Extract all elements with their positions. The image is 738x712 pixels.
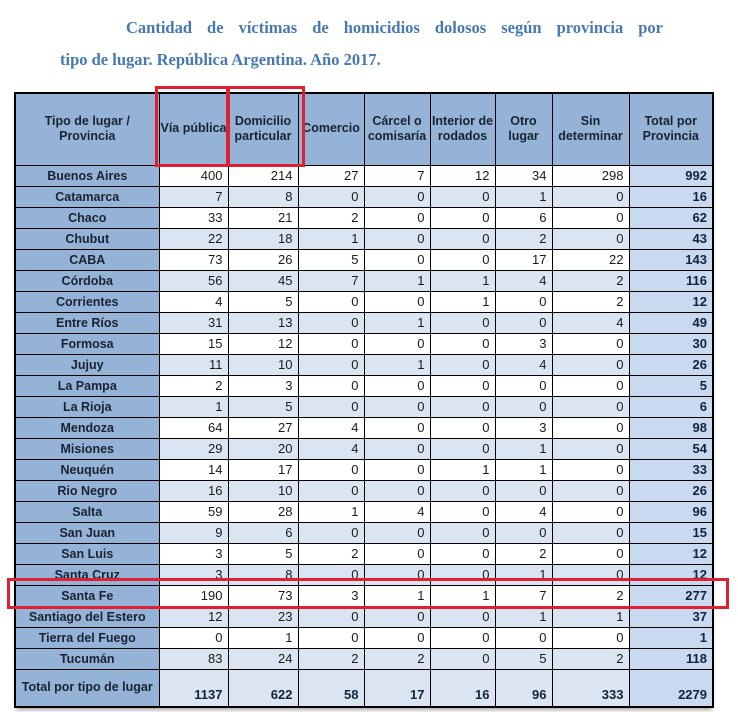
table-header: [15, 93, 713, 165]
value-cell: 2: [495, 228, 552, 249]
province-cell: La Rioja: [15, 396, 159, 417]
table-row: [15, 606, 713, 627]
value-cell: 0: [298, 564, 364, 585]
value-cell: 22: [159, 228, 228, 249]
value-cell: 0: [430, 480, 495, 501]
row-total-cell: 30: [629, 333, 713, 354]
value-cell: 0: [552, 396, 629, 417]
value-cell: 20: [228, 438, 298, 459]
value-cell: 0: [364, 186, 430, 207]
value-cell: 400: [159, 165, 228, 186]
value-cell: 1: [430, 585, 495, 606]
table-row: [15, 207, 713, 228]
value-cell: 0: [430, 186, 495, 207]
row-total-cell: 49: [629, 312, 713, 333]
value-cell: 6: [495, 207, 552, 228]
table-row: [15, 417, 713, 438]
value-cell: 0: [552, 375, 629, 396]
report-title: [60, 12, 664, 76]
grand-total-cell: 2279: [629, 669, 713, 707]
value-cell: 2: [298, 648, 364, 669]
value-cell: 1: [364, 585, 430, 606]
value-cell: 17: [228, 459, 298, 480]
value-cell: 0: [495, 396, 552, 417]
total-value-cell: 17: [364, 669, 430, 707]
province-cell: Chaco: [15, 207, 159, 228]
value-cell: 1: [298, 501, 364, 522]
value-cell: 0: [552, 207, 629, 228]
value-cell: 0: [364, 627, 430, 648]
table-row: [15, 501, 713, 522]
province-cell: Mendoza: [15, 417, 159, 438]
value-cell: 0: [430, 501, 495, 522]
title-line-1: Cantidad de víctimas de homicidios dolosos según provincia por: [126, 18, 663, 37]
value-cell: 1: [364, 312, 430, 333]
total-value-cell: 58: [298, 669, 364, 707]
value-cell: 21: [228, 207, 298, 228]
value-cell: 0: [430, 438, 495, 459]
value-cell: 3: [228, 375, 298, 396]
row-total-cell: 37: [629, 606, 713, 627]
value-cell: 0: [430, 396, 495, 417]
province-cell: Tucumán: [15, 648, 159, 669]
row-total-cell: 16: [629, 186, 713, 207]
table-row: [15, 543, 713, 564]
title-line-2: tipo de lugar. República Argentina. Año 2017.: [60, 50, 381, 69]
row-total-cell: 54: [629, 438, 713, 459]
value-cell: 0: [364, 417, 430, 438]
province-cell: Rio Negro: [15, 480, 159, 501]
province-cell: CABA: [15, 249, 159, 270]
value-cell: 0: [495, 291, 552, 312]
total-value-cell: 333: [552, 669, 629, 707]
row-total-cell: 12: [629, 291, 713, 312]
total-row-label: Total por tipo de lugar: [15, 669, 159, 707]
value-cell: 0: [552, 228, 629, 249]
value-cell: 18: [228, 228, 298, 249]
value-cell: 0: [430, 564, 495, 585]
value-cell: 0: [430, 543, 495, 564]
value-cell: 0: [430, 375, 495, 396]
value-cell: 5: [495, 648, 552, 669]
value-cell: 7: [364, 165, 430, 186]
value-cell: 3: [495, 333, 552, 354]
column-header-8: Total por Provincia: [629, 93, 713, 165]
value-cell: 0: [495, 522, 552, 543]
value-cell: 0: [298, 333, 364, 354]
total-value-cell: 16: [430, 669, 495, 707]
row-total-cell: 5: [629, 375, 713, 396]
province-cell: Salta: [15, 501, 159, 522]
value-cell: 8: [228, 564, 298, 585]
value-cell: 1: [495, 564, 552, 585]
value-cell: 4: [552, 312, 629, 333]
value-cell: 0: [364, 249, 430, 270]
province-cell: San Luis: [15, 543, 159, 564]
value-cell: 3: [159, 543, 228, 564]
value-cell: 1: [430, 459, 495, 480]
row-total-cell: 118: [629, 648, 713, 669]
value-cell: 3: [495, 417, 552, 438]
value-cell: 0: [298, 291, 364, 312]
table-row: [15, 333, 713, 354]
value-cell: 73: [228, 585, 298, 606]
value-cell: 0: [430, 354, 495, 375]
value-cell: 0: [298, 522, 364, 543]
value-cell: 0: [364, 480, 430, 501]
value-cell: 0: [298, 606, 364, 627]
table-row: [15, 564, 713, 585]
column-header-6: Otro lugar: [495, 93, 552, 165]
value-cell: 1: [495, 459, 552, 480]
column-header-4: Cárcel o comisaría: [364, 93, 430, 165]
value-cell: 1: [495, 438, 552, 459]
row-total-cell: 1: [629, 627, 713, 648]
value-cell: 2: [298, 207, 364, 228]
total-value-cell: 96: [495, 669, 552, 707]
value-cell: 0: [430, 522, 495, 543]
value-cell: 0: [298, 375, 364, 396]
column-header-2: Domicilio particular: [228, 93, 298, 165]
value-cell: 0: [364, 438, 430, 459]
value-cell: 0: [298, 396, 364, 417]
value-cell: 0: [552, 438, 629, 459]
value-cell: 0: [364, 375, 430, 396]
table-row: [15, 396, 713, 417]
value-cell: 23: [228, 606, 298, 627]
province-cell: Jujuy: [15, 354, 159, 375]
row-total-cell: 26: [629, 354, 713, 375]
value-cell: 0: [159, 627, 228, 648]
value-cell: 0: [552, 543, 629, 564]
table-row: [15, 249, 713, 270]
value-cell: 4: [495, 501, 552, 522]
value-cell: 2: [552, 648, 629, 669]
table-row: [15, 291, 713, 312]
value-cell: 0: [430, 249, 495, 270]
value-cell: 0: [430, 648, 495, 669]
value-cell: 1: [495, 186, 552, 207]
row-total-cell: 15: [629, 522, 713, 543]
row-total-cell: 6: [629, 396, 713, 417]
value-cell: 6: [228, 522, 298, 543]
table-row: [15, 270, 713, 291]
value-cell: 1: [364, 270, 430, 291]
value-cell: 2: [552, 585, 629, 606]
value-cell: 10: [228, 480, 298, 501]
value-cell: 4: [298, 417, 364, 438]
column-header-5: Interior de rodados: [430, 93, 495, 165]
value-cell: 0: [430, 627, 495, 648]
province-cell: Santiago del Estero: [15, 606, 159, 627]
value-cell: 7: [159, 186, 228, 207]
value-cell: 29: [159, 438, 228, 459]
value-cell: 0: [552, 564, 629, 585]
value-cell: 0: [364, 543, 430, 564]
value-cell: 0: [430, 417, 495, 438]
value-cell: 1: [430, 270, 495, 291]
value-cell: 33: [159, 207, 228, 228]
value-cell: 27: [298, 165, 364, 186]
table-row: [15, 438, 713, 459]
value-cell: 1: [495, 606, 552, 627]
value-cell: 59: [159, 501, 228, 522]
row-total-cell: 992: [629, 165, 713, 186]
value-cell: 0: [364, 459, 430, 480]
row-total-cell: 98: [629, 417, 713, 438]
province-cell: Tierra del Fuego: [15, 627, 159, 648]
table-row: [15, 375, 713, 396]
value-cell: 28: [228, 501, 298, 522]
value-cell: 34: [495, 165, 552, 186]
column-header-3: Comercio: [298, 93, 364, 165]
value-cell: 190: [159, 585, 228, 606]
value-cell: 3: [159, 564, 228, 585]
table-row: [15, 522, 713, 543]
row-total-cell: 12: [629, 543, 713, 564]
value-cell: 12: [228, 333, 298, 354]
value-cell: 22: [552, 249, 629, 270]
value-cell: 0: [495, 375, 552, 396]
row-total-cell: 96: [629, 501, 713, 522]
table-footer: [15, 669, 713, 707]
value-cell: 3: [298, 585, 364, 606]
value-cell: 0: [298, 480, 364, 501]
value-cell: 0: [430, 228, 495, 249]
value-cell: 0: [552, 522, 629, 543]
value-cell: 16: [159, 480, 228, 501]
value-cell: 0: [364, 606, 430, 627]
value-cell: 1: [364, 354, 430, 375]
table-row: [15, 186, 713, 207]
row-total-cell: 277: [629, 585, 713, 606]
column-header-7: Sin determinar: [552, 93, 629, 165]
province-cell: Santa Fe: [15, 585, 159, 606]
province-cell: San Juan: [15, 522, 159, 543]
value-cell: 7: [298, 270, 364, 291]
value-cell: 0: [364, 396, 430, 417]
value-cell: 0: [430, 207, 495, 228]
value-cell: 0: [552, 480, 629, 501]
province-cell: Entre Ríos: [15, 312, 159, 333]
row-total-cell: 62: [629, 207, 713, 228]
value-cell: 13: [228, 312, 298, 333]
value-cell: 0: [298, 354, 364, 375]
column-header-1: Vía pública: [159, 93, 228, 165]
value-cell: 5: [228, 291, 298, 312]
table-body: [15, 165, 713, 669]
value-cell: 1: [159, 396, 228, 417]
value-cell: 4: [364, 501, 430, 522]
province-cell: Misiones: [15, 438, 159, 459]
row-total-cell: 43: [629, 228, 713, 249]
row-total-cell: 33: [629, 459, 713, 480]
value-cell: 0: [495, 312, 552, 333]
value-cell: 0: [552, 354, 629, 375]
table-row: [15, 648, 713, 669]
value-cell: 1: [228, 627, 298, 648]
value-cell: 5: [228, 396, 298, 417]
value-cell: 12: [159, 606, 228, 627]
province-cell: Corrientes: [15, 291, 159, 312]
table-row: [15, 585, 713, 606]
value-cell: 0: [552, 186, 629, 207]
header-row: [15, 93, 713, 165]
value-cell: 24: [228, 648, 298, 669]
value-cell: 0: [430, 312, 495, 333]
value-cell: 2: [298, 543, 364, 564]
value-cell: 73: [159, 249, 228, 270]
value-cell: 7: [495, 585, 552, 606]
value-cell: 15: [159, 333, 228, 354]
province-cell: Buenos Aires: [15, 165, 159, 186]
value-cell: 27: [228, 417, 298, 438]
value-cell: 11: [159, 354, 228, 375]
value-cell: 45: [228, 270, 298, 291]
value-cell: 0: [364, 291, 430, 312]
table-row: [15, 165, 713, 186]
table-row: [15, 627, 713, 648]
province-cell: Neuquén: [15, 459, 159, 480]
value-cell: 2: [495, 543, 552, 564]
province-cell: La Pampa: [15, 375, 159, 396]
row-total-cell: 26: [629, 480, 713, 501]
value-cell: 8: [228, 186, 298, 207]
table-row: [15, 312, 713, 333]
value-cell: 0: [430, 333, 495, 354]
value-cell: 4: [298, 438, 364, 459]
homicides-table-wrapper: [14, 92, 714, 708]
value-cell: 4: [159, 291, 228, 312]
row-total-cell: 143: [629, 249, 713, 270]
value-cell: 5: [228, 543, 298, 564]
value-cell: 0: [298, 459, 364, 480]
value-cell: 31: [159, 312, 228, 333]
value-cell: 0: [552, 459, 629, 480]
value-cell: 26: [228, 249, 298, 270]
value-cell: 298: [552, 165, 629, 186]
value-cell: 0: [495, 480, 552, 501]
value-cell: 14: [159, 459, 228, 480]
province-cell: Formosa: [15, 333, 159, 354]
row-total-cell: 116: [629, 270, 713, 291]
value-cell: 64: [159, 417, 228, 438]
value-cell: 0: [364, 522, 430, 543]
value-cell: 1: [430, 291, 495, 312]
table-row: [15, 228, 713, 249]
value-cell: 0: [298, 186, 364, 207]
value-cell: 4: [495, 354, 552, 375]
value-cell: 56: [159, 270, 228, 291]
table-row: [15, 354, 713, 375]
value-cell: 2: [552, 291, 629, 312]
value-cell: 2: [159, 375, 228, 396]
province-cell: Córdoba: [15, 270, 159, 291]
value-cell: 0: [495, 627, 552, 648]
table-row: [15, 459, 713, 480]
province-cell: Catamarca: [15, 186, 159, 207]
column-header-0: Tipo de lugar / Provincia: [15, 93, 159, 165]
value-cell: 0: [298, 627, 364, 648]
value-cell: 0: [364, 564, 430, 585]
table-row: [15, 480, 713, 501]
value-cell: 0: [552, 501, 629, 522]
value-cell: 214: [228, 165, 298, 186]
value-cell: 2: [364, 648, 430, 669]
value-cell: 9: [159, 522, 228, 543]
value-cell: 17: [495, 249, 552, 270]
value-cell: 4: [495, 270, 552, 291]
homicides-by-province-table: [14, 92, 714, 708]
value-cell: 12: [430, 165, 495, 186]
total-value-cell: 622: [228, 669, 298, 707]
value-cell: 1: [552, 606, 629, 627]
value-cell: 0: [364, 333, 430, 354]
value-cell: 0: [298, 312, 364, 333]
province-cell: Chubut: [15, 228, 159, 249]
value-cell: 0: [552, 627, 629, 648]
value-cell: 83: [159, 648, 228, 669]
value-cell: 0: [430, 606, 495, 627]
value-cell: 0: [364, 207, 430, 228]
value-cell: 0: [552, 417, 629, 438]
value-cell: 1: [298, 228, 364, 249]
value-cell: 0: [364, 228, 430, 249]
total-row: [15, 669, 713, 707]
value-cell: 5: [298, 249, 364, 270]
value-cell: 0: [552, 333, 629, 354]
total-value-cell: 1137: [159, 669, 228, 707]
row-total-cell: 12: [629, 564, 713, 585]
province-cell: Santa Cruz: [15, 564, 159, 585]
value-cell: 10: [228, 354, 298, 375]
value-cell: 2: [552, 270, 629, 291]
